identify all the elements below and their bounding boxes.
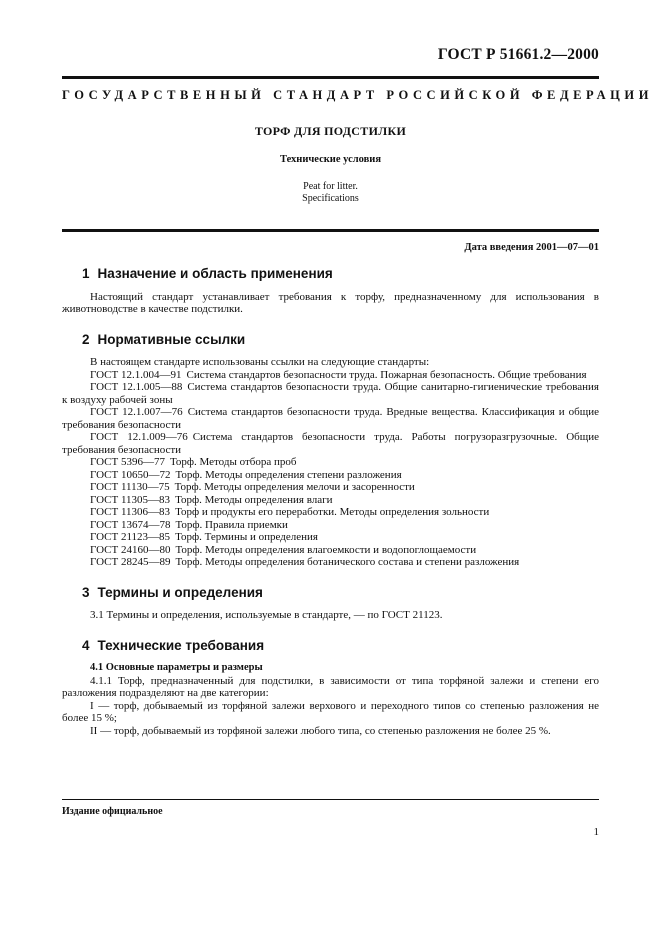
english-title-line: Peat for litter. — [303, 181, 358, 192]
page-number: 1 — [593, 826, 599, 838]
paragraph: I — торф, добываемый из торфяной залежи верхового и переходного типов со степенью разложения не более 15 %; — [62, 699, 599, 724]
reference-title: Система стандартов безопасности труда. Пожарная безопасность. Общие требования — [186, 368, 587, 381]
footer-divider — [62, 799, 599, 800]
reference-item — [62, 481, 599, 494]
header-divider — [62, 229, 599, 232]
references-list — [62, 369, 599, 569]
reference-title: Торф. Методы определения влагоемкости и водопоглощаемости — [175, 543, 477, 556]
subsection-heading: 4.1 Основные параметры и размеры — [90, 662, 263, 673]
reference-title: Система стандартов безопасности труда. Работы погрузоразгрузочные. Общие требования безопасности — [62, 431, 599, 456]
reference-item — [62, 519, 599, 532]
reference-item — [62, 469, 599, 482]
introduction-date: Дата введения 2001—07—01 — [464, 242, 599, 253]
section-title: Технические требования — [97, 637, 265, 653]
section-number: 2 — [82, 331, 90, 347]
section-number: 4 — [82, 637, 90, 653]
reference-item — [62, 369, 599, 382]
reference-title: Система стандартов безопасности труда. Общие санитарно-гигиенические требования к воздуху рабочей зоны — [62, 381, 599, 406]
reference-code: ГОСТ 12.1.005—88 — [90, 381, 183, 393]
section-heading — [82, 331, 599, 347]
reference-title: Торф. Методы определения мелочи и засоренности — [174, 481, 415, 493]
reference-title: Торф. Методы определения влаги — [175, 493, 333, 506]
reference-item — [62, 544, 599, 557]
reference-code: ГОСТ 12.1.004—91 — [90, 368, 182, 381]
section-title: Нормативные ссылки — [97, 331, 246, 347]
reference-code: ГОСТ 28245—89 — [90, 556, 171, 568]
section-heading — [82, 268, 599, 281]
reference-code: ГОСТ 11305—83 — [90, 493, 171, 506]
paragraph: 3.1 Термины и определения, используемые в стандарте, — по ГОСТ 21123. — [90, 609, 443, 621]
section-title: Термины и определения — [97, 584, 263, 600]
reference-item — [62, 381, 599, 406]
reference-item — [62, 506, 599, 519]
section-title: Назначение и область применения — [97, 266, 333, 281]
reference-title: Торф. Методы отбора проб — [169, 456, 297, 468]
paragraph: II — торф, добываемый из торфяной залежи любого типа, со степенью разложения не более 25 %. — [90, 724, 551, 737]
reference-title: Торф. Термины и определения — [175, 531, 318, 543]
reference-code: ГОСТ 24160—80 — [90, 543, 171, 556]
reference-code: ГОСТ 10650—72 — [90, 468, 171, 481]
reference-code: ГОСТ 5396—77 — [90, 456, 165, 468]
reference-code: ГОСТ 21123—85 — [90, 531, 171, 543]
section-number: 1 — [82, 266, 90, 281]
paragraph: В настоящем стандарте использованы ссылки на следующие стандарты: — [90, 356, 430, 368]
document-body — [62, 268, 599, 737]
paragraph: Настоящий стандарт устанавливает требования к торфу, предназначенному для использования в животноводстве в качестве подстилки. — [62, 290, 599, 315]
reference-code: ГОСТ 12.1.009—76 — [90, 431, 188, 443]
document-title: ТОРФ ДЛЯ ПОДСТИЛКИ — [254, 124, 407, 138]
reference-item — [62, 556, 599, 569]
federation-banner: ГОСУДАРСТВЕННЫЙ СТАНДАРТ РОССИЙСКОЙ ФЕДЕРАЦИИ — [62, 88, 653, 102]
reference-item — [62, 531, 599, 544]
section-number: 3 — [82, 584, 90, 600]
reference-code: ГОСТ 11130—75 — [90, 481, 170, 493]
reference-code: ГОСТ 13674—78 — [90, 518, 171, 531]
reference-title: Система стандартов безопасности труда. Вредные вещества. Классификация и общие требования безопасности — [62, 406, 599, 431]
reference-item — [62, 431, 599, 456]
section-heading — [82, 637, 599, 653]
reference-item — [62, 456, 599, 469]
edition-label: Издание официальное — [62, 806, 163, 817]
english-title-line: Specifications — [302, 193, 359, 204]
reference-code: ГОСТ 12.1.007—76 — [90, 406, 183, 418]
reference-title: Торф. Методы определения степени разложения — [175, 468, 402, 481]
reference-item — [62, 406, 599, 431]
reference-title: Торф. Правила приемки — [175, 518, 288, 531]
document-subtitle: Технические условия — [279, 154, 382, 165]
reference-title: Торф. Методы определения ботанического состава и степени разложения — [175, 556, 520, 568]
section-heading — [82, 584, 599, 600]
reference-title: Торф и продукты его переработки. Методы определения зольности — [175, 506, 490, 518]
reference-item — [62, 494, 599, 507]
reference-code: ГОСТ 11306—83 — [90, 506, 171, 518]
document-number: ГОСТ Р 51661.2—2000 — [437, 46, 599, 63]
paragraph: 4.1.1 Торф, предназначенный для подстилки, в зависимости от типа торфяной залежи и степени его разложения подразделяют на две категории: — [62, 674, 599, 699]
top-divider — [62, 76, 599, 79]
english-title — [0, 181, 661, 205]
